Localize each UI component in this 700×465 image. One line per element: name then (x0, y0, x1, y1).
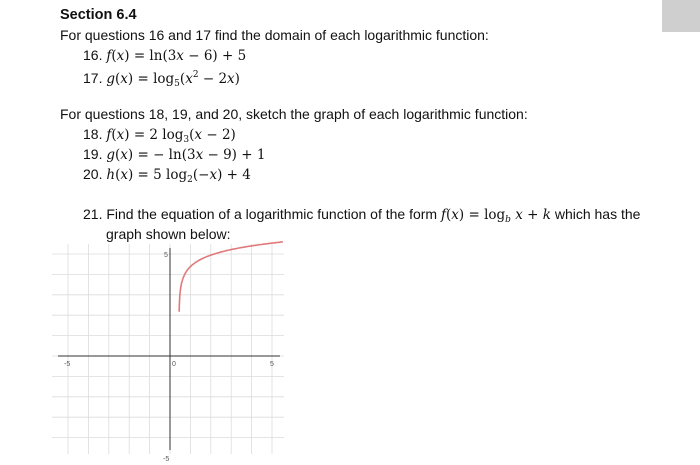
tick-label-x-neg: -5 (64, 361, 71, 368)
question-21-text: 21. Find the equation of a logarithmic function of the form (83, 206, 438, 222)
tick-label-y-pos: 5 (164, 252, 168, 259)
instructions-16-17: For questions 16 and 17 find the domain of each logarithmic function: (60, 27, 489, 43)
question-20 (83, 165, 251, 189)
question-17 (83, 66, 240, 93)
tick-label-origin: 0 (172, 361, 176, 368)
question-number: 19. (83, 146, 103, 162)
math-expression: g(x) = − ln(3x − 9) + 1 (106, 147, 266, 163)
instructions-18-20: For questions 18, 19, and 20, sketch the graph of each logarithmic function: (60, 106, 528, 122)
math-expression: $f(x) = \log_b x + k$ (441, 207, 551, 225)
question-number: 18. (83, 126, 103, 142)
tick-label-y-neg: -5 (163, 456, 170, 463)
math-expression: f(x) = 2 $\log_3(x - 2)$ (106, 127, 236, 145)
question-number: 17. (83, 70, 103, 86)
log-function-graph (52, 244, 284, 463)
question-number: 16. (83, 47, 103, 63)
question-number: 20. (83, 166, 103, 182)
math-expression: h(x) = 5 $\log_2(-x) + 4$ (106, 167, 251, 185)
question-21-text-end: which has the (554, 206, 641, 222)
tick-label-x-pos: 5 (270, 361, 274, 368)
question-19 (83, 145, 265, 164)
corner-shading (662, 0, 700, 32)
graph-grid (52, 244, 284, 454)
question-16 (83, 46, 246, 65)
question-21-continued: graph shown below: (106, 226, 231, 242)
math-expression: f(x) = ln(3x − 6) + 5 (106, 48, 247, 64)
math-expression: $g(x) = \log_5(x^2 - 2x)$ (106, 70, 240, 89)
section-title: Section 6.4 (60, 7, 137, 23)
